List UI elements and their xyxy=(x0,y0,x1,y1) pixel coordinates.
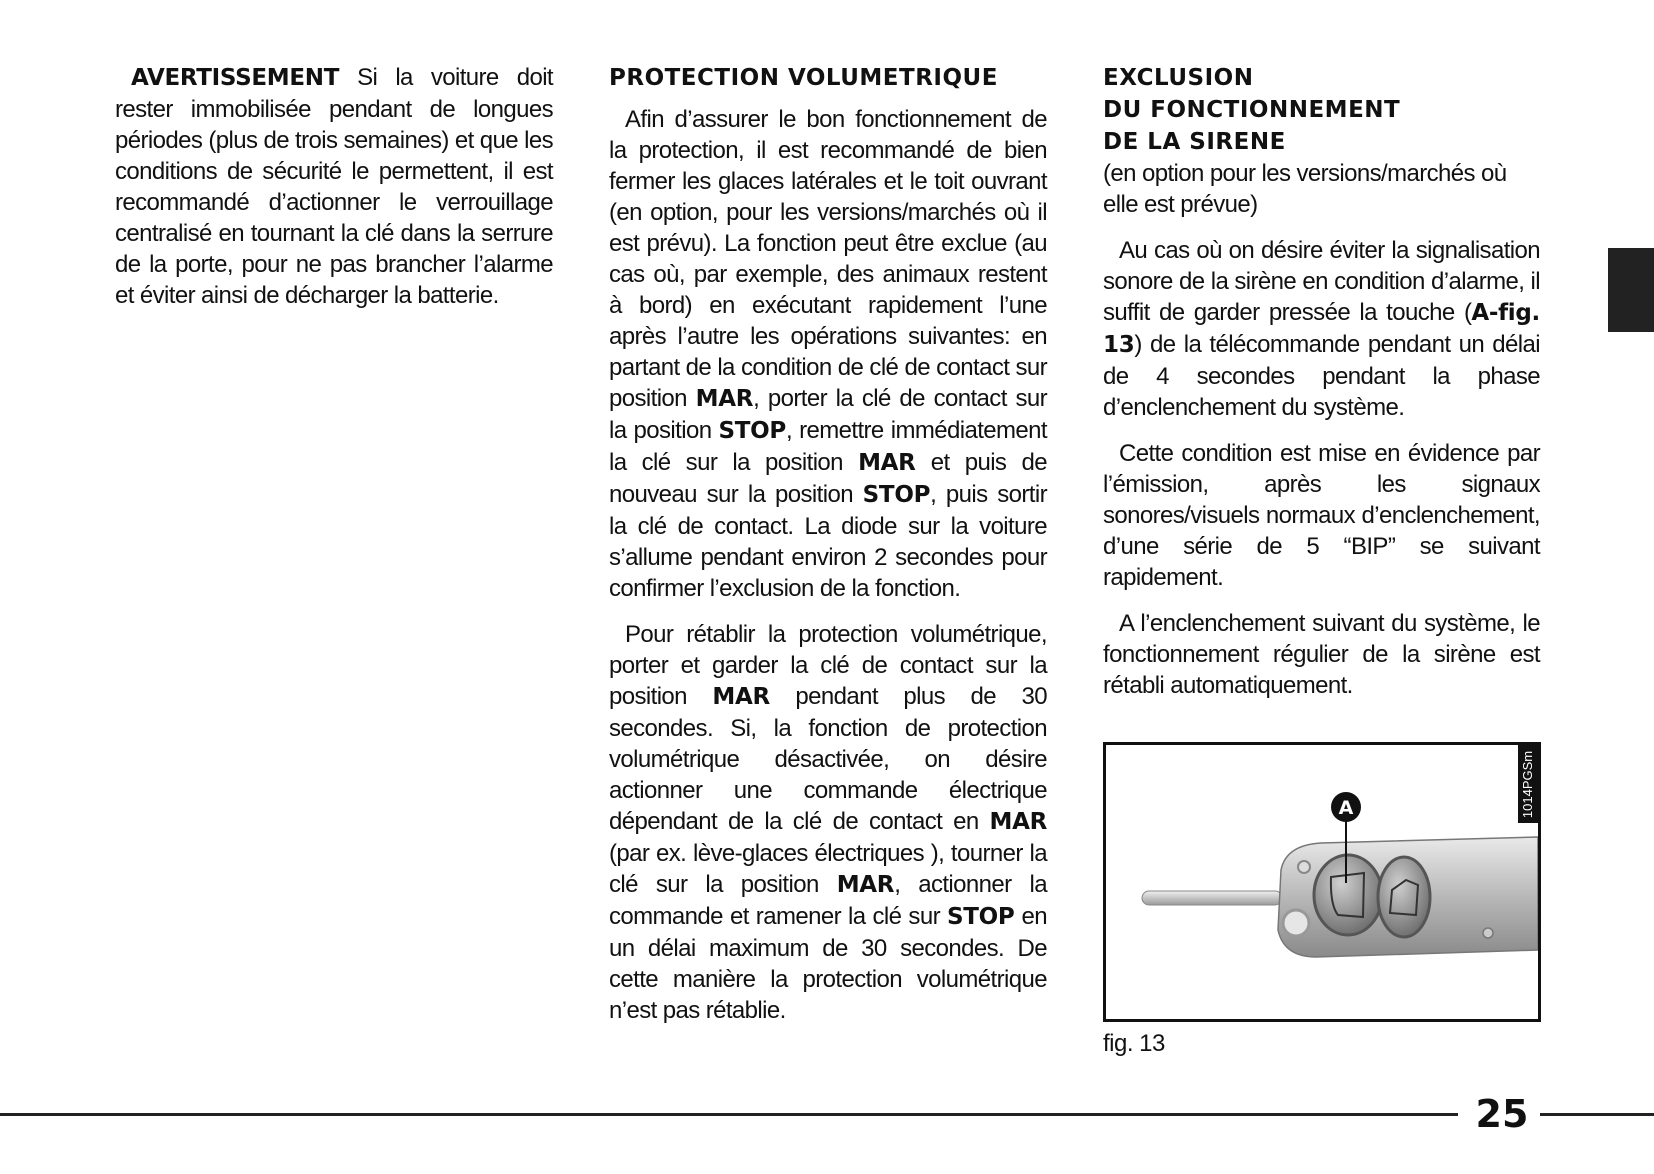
callout-a-label: A xyxy=(1338,797,1354,819)
figure-code: 1014PGSm xyxy=(1518,745,1538,823)
paragraph-siren-disable: Au cas où on désire éviter la signalisation sonore de la sirène en condition d’alarme, il suffit de garder pressée la touche (A-fig. 13) de la télécommande pendant un délai de 4 secondes pendant la phase d’enclenchement du système. xyxy=(1103,237,1540,421)
section-heading-volumetric: PROTECTION VOLUMETRIQUE xyxy=(609,65,998,91)
footer-rule-left xyxy=(0,1113,1458,1116)
option-note: (en option pour les versions/marchés où elle est prévue) xyxy=(1103,160,1507,218)
warning-paragraph: AVERTISSEMENT Si la voiture doit rester immobilisée pendant de longues périodes (plus de trois semaines) et que les conditions de sécurité le permettent, il est recommandé d’actionner le verrouillage centralisé en tournant la clé dans la serrure de la porte, pour ne pas brancher l’alarme et éviter ainsi de décharger la batterie. xyxy=(115,64,553,309)
section-heading-siren: EXCLUSION DU FONCTIONNEMENT DE LA SIRENE xyxy=(1103,65,1401,155)
remote-key-illustration xyxy=(1106,745,1538,1019)
paragraph-siren-restore: A l’enclenchement suivant du système, le fonctionnement régulier de la sirène est rétabli automatiquement. xyxy=(1103,610,1540,699)
figure-caption: fig. 13 xyxy=(1103,1030,1165,1057)
paragraph-restore-procedure: Pour rétablir la protection volumétrique, porter et garder la clé de contact sur la position MAR pendant plus de 30 secondes. Si, la fonction de protection volumétrique désactivée, on désire actionner une commande électrique dépendant de la clé de contact en MAR (par ex. lève-glaces électriques ), tourner la clé sur la position MAR, actionner la commande et ramener la clé sur STOP en un délai maximum de 30 secondes. De cette manière la protection volumétrique n’est pas rétablie. xyxy=(609,621,1047,1024)
column-siren-exclusion xyxy=(1103,62,1540,716)
page-number: 25 xyxy=(1475,1092,1529,1136)
warning-label: AVERTISSEMENT xyxy=(131,65,340,91)
paragraph-exclusion-procedure: Afin d’assurer le bon fonctionnement de la protection, il est recommandé de bien fermer les glaces latérales et le toit ouvrant (en option, pour les versions/marchés où il est prévu). La fonction peut être exclue (au cas où, par exemple, des animaux restent à bord) en exécutant rapidement l’une après l’autre les opérations suivantes: en partant de la condition de clé de contact sur position MAR, porter la clé de contact sur la position STOP, remettre immédiatement la clé sur la position MAR et puis de nouveau sur la position STOP, puis sortir la clé de contact. La diode sur la voiture s’allume pendant environ 2 secondes pour confirmer l’exclusion de la fonction. xyxy=(609,106,1047,602)
footer-rule-right xyxy=(1540,1113,1654,1116)
figure-remote-key xyxy=(1103,742,1541,1022)
paragraph-beep-confirmation: Cette condition est mise en évidence par l’émission, après les signaux sonores/visuels normaux d’enclenchement, d’une série de 5 “BIP” se suivant rapidement. xyxy=(1103,440,1540,591)
column-warning xyxy=(115,62,553,326)
section-tab-marker xyxy=(1608,248,1654,332)
column-volumetric-protection xyxy=(609,62,1047,1041)
